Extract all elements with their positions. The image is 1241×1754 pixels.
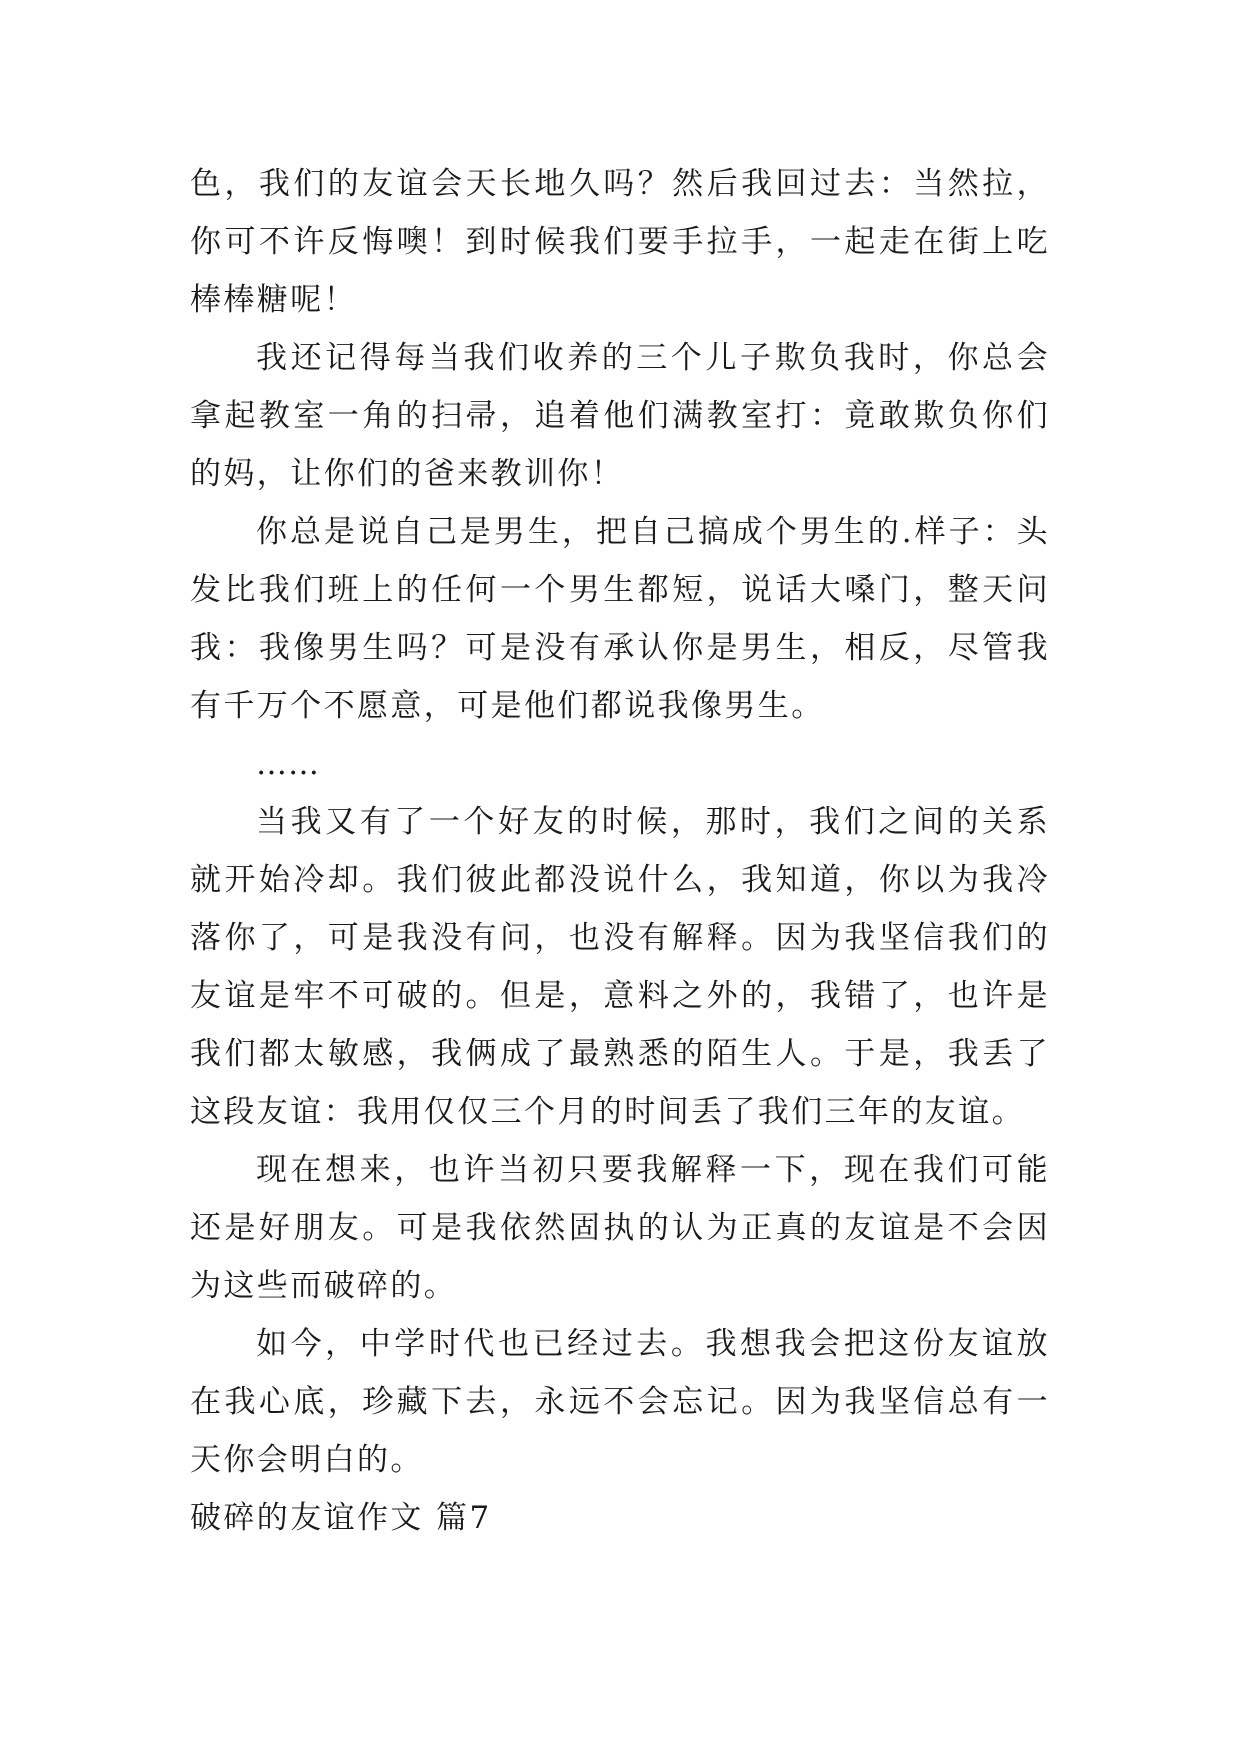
paragraph-6: 现在想来，也许当初只要我解释一下，现在我们可能还是好朋友。可是我依然固执的认为正真的友谊是不会因为这些而破碎的。 [190,1152,1050,1304]
paragraph-5: 当我又有了一个好友的时候，那时，我们之间的关系就开始冷却。我们彼此都没说什么，我知道，你以为我冷落你了，可是我没有问，也没有解释。因为我坚信我们的友谊是牢不可破的。但是，意料之外的，我错了，也许是我们都太敏感，我俩成了最熟悉的陌生人。于是，我丢了这段友谊：我用仅仅三个月的时间丢了我们三年的友谊。 [190,804,1050,1130]
paragraph-2: 我还记得每当我们收养的三个儿子欺负我时，你总会拿起教室一角的扫帚，追着他们满教室打：竟敢欺负你们的妈，让你们的爸来教训你！ [190,340,1050,492]
ellipsis-paragraph: …… [256,746,320,782]
document-page [190,155,1050,1547]
paragraph-3: 你总是说自己是男生，把自己搞成个男生的.样子：头发比我们班上的任何一个男生都短，说话大嗓门，整天问我：我像男生吗？可是没有承认你是男生，相反，尽管我有千万个不愿意，可是他们都说我像男生。 [190,514,1050,724]
paragraph-1: 色，我们的友谊会天长地久吗？然后我回过去：当然拉，你可不许反悔噢！到时候我们要手拉手，一起走在街上吃棒棒糖呢！ [190,166,1050,318]
section-heading: 破碎的友谊作文 篇7 [190,1500,492,1536]
paragraph-7: 如今，中学时代也已经过去。我想我会把这份友谊放在我心底，珍藏下去，永远不会忘记。因为我坚信总有一天你会明白的。 [190,1326,1050,1478]
